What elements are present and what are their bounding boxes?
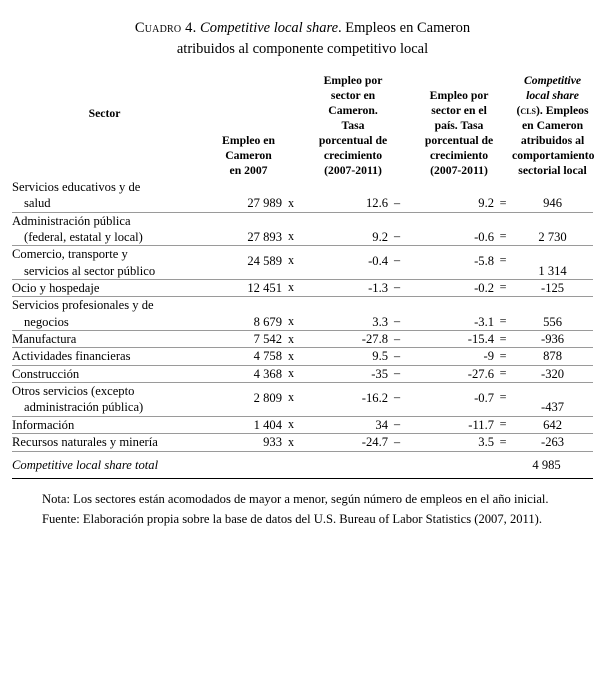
total-label: Competitive local share total bbox=[12, 451, 512, 478]
op-mult: x bbox=[282, 246, 300, 280]
cell-empleo: 12 451 bbox=[197, 279, 282, 296]
op-equals: = bbox=[494, 331, 512, 348]
caption-title-rest: . Empleos en Cameron bbox=[338, 20, 471, 36]
cell-tasa-pais: -0.7 bbox=[406, 383, 494, 417]
sector-line-1: Comercio, transporte y bbox=[12, 247, 128, 262]
header-cls: Competitive local share (cls). Empleos en Cameron atribuidos al comportamiento sectorial local bbox=[512, 74, 595, 177]
table-row bbox=[12, 279, 593, 296]
cell-tasa-cameron: -27.8 bbox=[300, 331, 388, 348]
sector-line-2: administración pública) bbox=[24, 400, 144, 415]
header-empleo-cameron: Empleo en Cameron en 2007 bbox=[222, 133, 275, 177]
op-equals: = bbox=[494, 348, 512, 365]
cell-cls: 556 bbox=[512, 297, 593, 331]
cell-empleo: 24 589 bbox=[197, 246, 282, 280]
op-mult: x bbox=[282, 279, 300, 296]
cell-tasa-cameron: 12.6 bbox=[365, 196, 389, 211]
cell-empleo: 1 404 bbox=[197, 416, 282, 433]
cell-tasa-cameron: 3.3 bbox=[300, 297, 388, 331]
cell-sector bbox=[12, 246, 197, 280]
sector-line-1: Servicios educativos y de bbox=[12, 179, 141, 194]
sector-line-2: (federal, estatal y local) bbox=[24, 229, 143, 244]
note-fuente: Fuente: Elaboración propia sobre la base de datos del U.S. Bureau of Labor Statistics (2007, 2011). bbox=[42, 511, 543, 526]
note-nota: Nota: Los sectores están acomodados de mayor a menor, según número de empleos en el año inicial. bbox=[42, 491, 549, 506]
header-tasa-cameron: Empleo por sector en Cameron. Tasa porcentual de crecimiento (2007-2011) bbox=[318, 74, 388, 177]
op-equals: = bbox=[494, 365, 512, 382]
op-mult: x bbox=[282, 212, 300, 246]
cell-tasa-pais: -0.6 bbox=[406, 212, 494, 246]
cell-sector bbox=[12, 279, 197, 296]
cell-empleo: 4 758 bbox=[197, 348, 282, 365]
cell-empleo: 2 809 bbox=[197, 383, 282, 417]
cell-empleo: 4 368 bbox=[197, 365, 282, 382]
caption-title-italic: Competitive local share bbox=[200, 20, 339, 36]
op-mult: x bbox=[282, 348, 300, 365]
cell-sector bbox=[12, 212, 197, 246]
cell-cls: -320 bbox=[512, 365, 593, 382]
sector-line-1: Administración pública bbox=[12, 213, 131, 228]
cell-tasa-pais: -3.1 bbox=[406, 297, 494, 331]
cell-cls: -936 bbox=[512, 331, 593, 348]
op-mult: x bbox=[282, 365, 300, 382]
op-minus: – bbox=[388, 383, 406, 417]
cell-tasa-pais: -27.6 bbox=[406, 365, 494, 382]
table-body bbox=[12, 179, 593, 479]
cell-sector bbox=[12, 179, 197, 212]
op-minus: – bbox=[388, 331, 406, 348]
cell-sector bbox=[12, 434, 197, 451]
table-notes bbox=[26, 491, 583, 529]
header-tasa-pais: Empleo por sector en el país. Tasa porcentual de crecimiento (2007-2011) bbox=[424, 89, 494, 177]
cell-empleo: 27 989 bbox=[247, 196, 282, 211]
table-row bbox=[12, 246, 593, 280]
sector-line-1: Manufactura bbox=[12, 332, 77, 347]
cell-tasa-pais: -15.4 bbox=[406, 331, 494, 348]
cell-tasa-cameron: -1.3 bbox=[300, 279, 388, 296]
op-minus: – bbox=[388, 297, 406, 331]
table-total-row bbox=[12, 451, 593, 478]
table-row bbox=[12, 331, 593, 348]
cell-tasa-cameron: 9.2 bbox=[300, 212, 388, 246]
cell-cls: 2 730 bbox=[512, 212, 593, 246]
op-equals: = bbox=[494, 279, 512, 296]
cell-cls: 1 314 bbox=[512, 246, 593, 280]
cell-sector bbox=[12, 348, 197, 365]
cell-cls: 878 bbox=[512, 348, 593, 365]
op-minus: – bbox=[388, 365, 406, 382]
op-equals: = bbox=[494, 434, 512, 451]
cell-tasa-cameron: 34 bbox=[300, 416, 388, 433]
cell-cls: -125 bbox=[512, 279, 593, 296]
cell-tasa-pais: 3.5 bbox=[406, 434, 494, 451]
cell-cls: 642 bbox=[512, 416, 593, 433]
op-equals: = bbox=[494, 212, 512, 246]
op-minus: – bbox=[388, 279, 406, 296]
cell-tasa-pais: -0.2 bbox=[406, 279, 494, 296]
cell-sector bbox=[12, 416, 197, 433]
cell-tasa-pais: -5.8 bbox=[406, 246, 494, 280]
cell-cls: -263 bbox=[512, 434, 593, 451]
cell-tasa-cameron: -16.2 bbox=[300, 383, 388, 417]
cell-tasa-cameron: -24.7 bbox=[300, 434, 388, 451]
cell-tasa-cameron: -0.4 bbox=[300, 246, 388, 280]
cell-sector bbox=[12, 365, 197, 382]
sector-line-2: negocios bbox=[24, 314, 69, 329]
header-sector: Sector bbox=[88, 106, 121, 120]
op-equals: = bbox=[494, 246, 512, 280]
op-minus: – bbox=[393, 195, 401, 210]
op-mult: x bbox=[282, 383, 300, 417]
cell-empleo: 8 679 bbox=[197, 297, 282, 331]
table-row bbox=[12, 434, 593, 451]
op-equals: = bbox=[494, 297, 512, 331]
cell-sector bbox=[12, 383, 197, 417]
op-minus: – bbox=[388, 434, 406, 451]
total-value: 4 985 bbox=[512, 451, 593, 478]
table-row bbox=[12, 365, 593, 382]
op-minus: – bbox=[388, 348, 406, 365]
cell-empleo: 27 893 bbox=[197, 212, 282, 246]
cell-tasa-pais: -11.7 bbox=[406, 416, 494, 433]
sector-line-2: servicios al sector público bbox=[24, 263, 156, 278]
cell-sector bbox=[12, 331, 197, 348]
table-row bbox=[12, 212, 593, 246]
sector-line-1: Recursos naturales y minería bbox=[12, 435, 158, 450]
cell-cls: 946 bbox=[543, 196, 562, 211]
op-mult: x bbox=[282, 331, 300, 348]
table-row bbox=[12, 383, 593, 417]
sector-line-1: Ocio y hospedaje bbox=[12, 280, 100, 295]
op-mult: x bbox=[287, 195, 295, 210]
sector-line-1: Otros servicios (excepto bbox=[12, 384, 135, 399]
op-minus: – bbox=[388, 416, 406, 433]
op-mult: x bbox=[282, 434, 300, 451]
cell-empleo: 7 542 bbox=[197, 331, 282, 348]
sector-line-1: Servicios profesionales y de bbox=[12, 298, 154, 313]
table-row bbox=[12, 416, 593, 433]
sector-line-1: Información bbox=[12, 417, 75, 432]
cell-cls: -437 bbox=[512, 383, 593, 417]
table-caption bbox=[28, 18, 577, 60]
cell-tasa-cameron: -35 bbox=[300, 365, 388, 382]
caption-label: Cuadro 4. bbox=[134, 20, 197, 36]
op-minus: – bbox=[388, 212, 406, 246]
cell-tasa-cameron: 9.5 bbox=[300, 348, 388, 365]
table-row bbox=[12, 179, 593, 212]
sector-line-2: salud bbox=[24, 196, 51, 211]
op-equals: = bbox=[494, 416, 512, 433]
cell-empleo: 933 bbox=[197, 434, 282, 451]
sector-line-1: Construcción bbox=[12, 366, 80, 381]
table-row bbox=[12, 348, 593, 365]
caption-line-2: atribuidos al componente competitivo local bbox=[176, 41, 429, 58]
op-mult: x bbox=[282, 416, 300, 433]
table-header-row bbox=[12, 74, 593, 179]
cell-tasa-pais: 9.2 bbox=[478, 196, 495, 211]
data-table bbox=[12, 74, 593, 479]
table-row bbox=[12, 297, 593, 331]
op-minus: – bbox=[388, 246, 406, 280]
cell-sector bbox=[12, 297, 197, 331]
op-equals: = bbox=[494, 383, 512, 417]
cell-tasa-pais: -9 bbox=[406, 348, 494, 365]
op-mult: x bbox=[282, 297, 300, 331]
op-equals: = bbox=[499, 195, 507, 210]
sector-line-1: Actividades financieras bbox=[12, 349, 131, 364]
